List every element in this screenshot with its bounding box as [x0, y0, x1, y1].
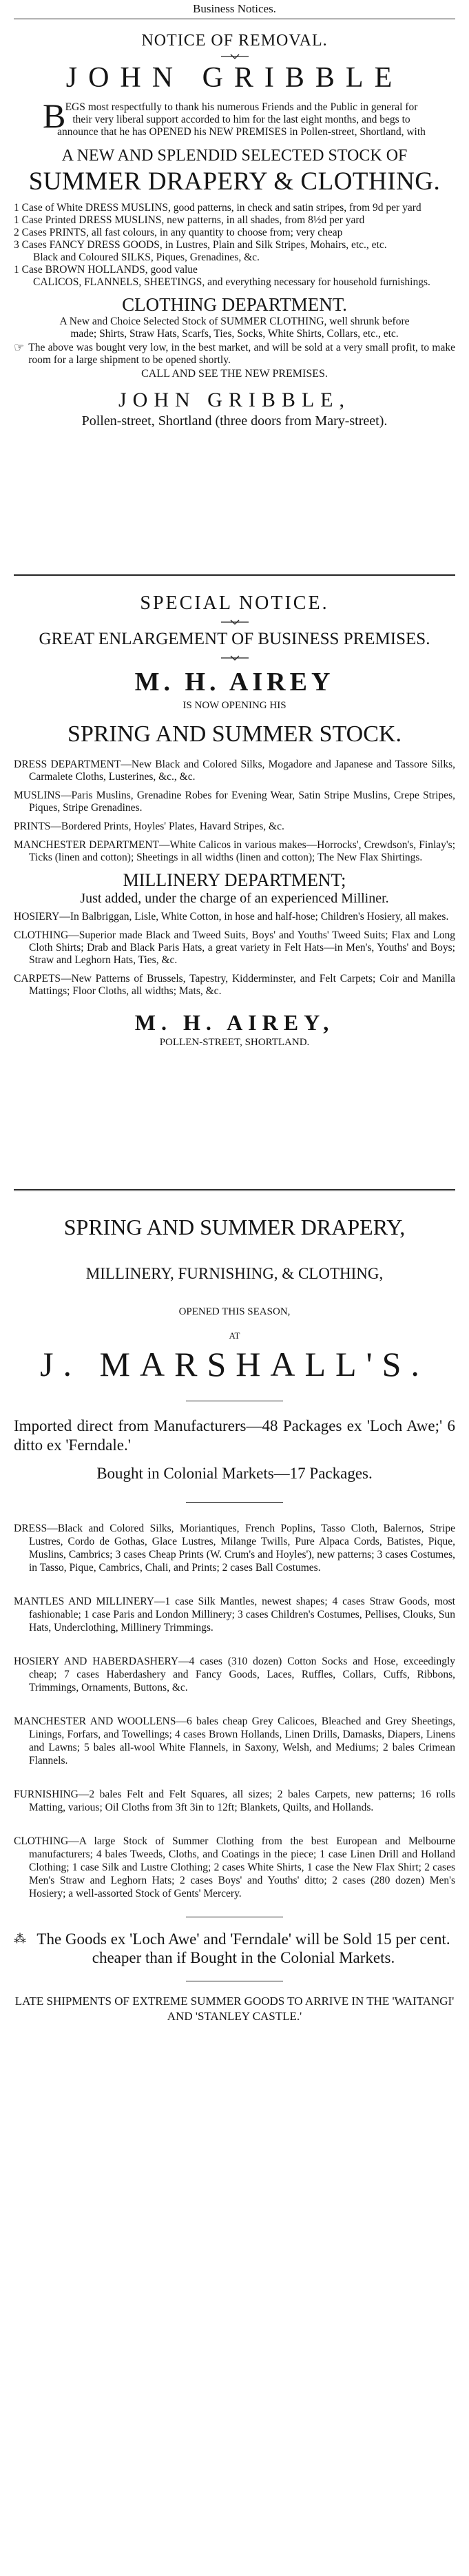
dept-text: —New Patterns of Brussels, Tapestry, Kidderminster, and Felt Carpets; Coir and Manilla Mattings; Floor Cloths, all widths; Mats, &c. — [29, 973, 455, 997]
gribble-item-list — [14, 202, 455, 289]
airey-opening: IS NOW OPENING HIS — [183, 700, 286, 711]
airey-dept-list — [14, 759, 455, 864]
pointing-hand-icon: ☞ — [14, 341, 25, 354]
dept-text: —6 bales cheap Grey Calicoes, Bleached and Grey Sheetings, Linings, Forfars, and Towellings; 4 cases Brown Hollands, Linen Drills, Damasks, Diapers, Linens and Lawns; 5 bales all-wool White Flannels, in Saxony, Welsh, and Mediums; 2 bales Crimean Flannels. — [29, 1715, 455, 1766]
gribble-item: 2 Cases PRINTS, all fast colours, in any quantity to choose from; very cheap — [14, 227, 343, 238]
dept-label: CLOTHING — [14, 929, 69, 941]
airey-dept-entry — [14, 839, 455, 864]
marshall-late-line: LATE SHIPMENTS OF EXTREME SUMMER GOODS TO ARRIVE IN THE 'WAITANGI' AND 'STANLEY CASTLE.' — [14, 1995, 455, 2023]
dept-text: —4 cases (310 dozen) Cotton Socks and Hose, exceedingly cheap; 7 cases Haberdashery and Fancy Goods, Laces, Ruffles, Collars, Cuffs, Ribbons, Trimmings, Ornaments, Buttons, &c. — [29, 1656, 455, 1693]
dept-text: —1 case Silk Mantles, newest shapes; 4 cases Straw Goods, most fashionable; 1 case Paris and London Millinery; 3 cases Children's Costumes, Pellises, Clouks, Sun Hats, Underclothing, Millinery Trimmings. — [29, 1596, 455, 1634]
ornament-icon — [221, 54, 249, 59]
dept-label: MUSLINS — [14, 790, 61, 801]
marshall-opened: OPENED THIS SEASON, — [178, 1306, 291, 1317]
airey-dept-list-2 — [14, 911, 455, 998]
airey-millinery-text: Just added, under the charge of an experienced Milliner. — [80, 891, 389, 906]
gribble-signature: JOHN GRIBBLE, — [118, 389, 351, 411]
marshall-sub-heading: MILLINERY, FURNISHING, & CLOTHING, — [85, 1265, 384, 1282]
gribble-item: Black and Coloured SILKS, Piques, Grenadines, &c. — [33, 251, 260, 263]
dept-label: CLOTHING — [14, 1835, 69, 1847]
gribble-name: JOHN GRIBBLE — [65, 62, 404, 94]
marshall-imported: Imported direct from Manufacturers—48 Packages ex 'Loch Awe;' 6 ditto ex 'Ferndale.' — [14, 1417, 455, 1454]
marshall-goods-note — [14, 1930, 455, 1967]
gribble-item: 1 Case Printed DRESS MUSLINS, new patterns, in all shades, from 8½d per yard — [14, 214, 365, 226]
dept-label: CARPETS — [14, 973, 61, 985]
dept-text: —White Calicos in various makes—Horrocks', Crewdson's, Finlay's; Ticks (linen and cotton); Sheetings in all widths (linen and cotton); The New Flax Shirtings. — [29, 839, 456, 863]
asterism-icon: ⁂ — [14, 1932, 26, 1946]
dept-label: PRINTS — [14, 821, 51, 832]
gribble-advertisement — [14, 19, 455, 574]
marshall-at: AT — [229, 1330, 240, 1341]
dept-text: —Superior made Black and Tweed Suits, Boys' and Youths' Tweed Suits; Flax and Long Cloth Shirts; Drab and Black Paris Hats, a great variety in Felt Hats—in Men's, Youths' and Boys; Straw and Leghorn Hats, Ties, &c. — [29, 929, 455, 966]
marshall-advertisement — [14, 1191, 455, 2576]
marshall-dept-entry — [14, 1835, 455, 1900]
marshall-dept-entry — [14, 1522, 455, 1574]
dept-label: MANCHESTER AND WOOLLENS — [14, 1715, 176, 1727]
dept-label: FURNISHING — [14, 1789, 79, 1800]
gribble-stock-title: SUMMER DRAPERY & CLOTHING. — [28, 167, 441, 196]
gribble-heading: NOTICE OF REMOVAL. — [141, 32, 328, 50]
gribble-note — [14, 342, 455, 367]
dept-text: —Paris Muslins, Grenadine Robes for Evening Wear, Satin Stripe Muslins, Crepe Stripes, Piques, Stripe Grenadines. — [29, 790, 455, 814]
marshall-heading: SPRING AND SUMMER DRAPERY, — [63, 1215, 406, 1239]
dept-label: MANTLES AND MILLINERY — [14, 1596, 154, 1607]
running-head: Business Notices. — [14, 0, 455, 19]
airey-dept-entry — [14, 911, 455, 923]
dept-label: MANCHESTER DEPARTMENT — [14, 839, 160, 851]
airey-dept-entry — [14, 929, 455, 967]
gribble-item: 1 Case BROWN HOLLANDS, good value — [14, 264, 198, 276]
airey-advertisement — [14, 576, 455, 1189]
drop-cap: B — [43, 96, 66, 135]
gribble-clothing-head: CLOTHING DEPARTMENT. — [122, 294, 347, 315]
marshall-dept-entry — [14, 1595, 455, 1634]
airey-dept-entry — [14, 973, 455, 998]
airey-banner: GREAT ENLARGEMENT OF BUSINESS PREMISES. — [39, 630, 430, 648]
gribble-clothing-text: A New and Choice Selected Stock of SUMMER CLOTHING, well shrunk before made; Shirts, Straw Hats, Scarfs, Ties, Socks, White Shirts, Collars, etc., etc. — [59, 316, 410, 340]
gribble-note-text: The above was bought very low, in the best market, and will be sold at a very small profit, to make room for a large shipment to be opened shortly. — [28, 342, 455, 366]
dept-text: —New Black and Colored Silks, Mogadore and Japanese and Tassore Silks, Carmalete Cloths, Lusterines, &c., &c. — [29, 759, 455, 783]
dept-label: HOSIERY — [14, 911, 60, 923]
dept-label: HOSIERY AND HABERDASHERY — [14, 1656, 179, 1667]
gribble-intro-text: EGS most respectfully to thank his numerous Friends and the Public in general for their very liberal support accorded to him for the last eight months, and begs to announce that he has OPENED his NEW PREMISES in Pollen-street, Shortland, with — [57, 101, 426, 138]
gribble-item: 1 Case of White DRESS MUSLINS, good patterns, in check and satin stripes, from 9d per yard — [14, 202, 421, 214]
ornament-divider — [14, 619, 455, 626]
airey-dept-entry — [14, 790, 455, 814]
airey-heading: SPECIAL NOTICE. — [140, 593, 329, 614]
airey-stock-title: SPRING AND SUMMER STOCK. — [67, 721, 402, 747]
gribble-lead: A NEW AND SPLENDID SELECTED STOCK OF — [61, 147, 408, 165]
gribble-intro — [14, 96, 455, 138]
marshall-dept-entry — [14, 1788, 455, 1814]
ornament-divider — [14, 655, 455, 661]
dept-label: DRESS — [14, 1523, 48, 1534]
marshall-dept-entry — [14, 1715, 455, 1767]
dept-text: —A large Stock of Summer Clothing from the best European and Melbourne manufacturers; 4 bales Tweeds, Cloths, and Coatings in the piece; 1 case Linen Drill and Holland Clothing; 1 case Silk and Lustre Clothing; 2 cases White Shirts, 1 case the New Flax Shirt; 2 cases Men's Straw and Leghorn Hats; 2 cases Boys' and Youths' ditto; 2 cases (280 dozen) Men's Hosiery; a well-assorted Stock of Gents' Mercery. — [29, 1835, 455, 1899]
dept-text: —Bordered Prints, Hoyles' Plates, Havard Stripes, &c. — [50, 821, 284, 832]
airey-dept-entry — [14, 759, 455, 783]
gribble-address: Pollen-street, Shortland (three doors from Mary-street). — [81, 413, 388, 429]
gribble-call: CALL AND SEE THE NEW PREMISES. — [141, 368, 328, 380]
dept-text: —2 bales Felt and Felt Squares, all sizes; 2 bales Carpets, new patterns; 16 rolls Matting, various; Oil Cloths from 3ft 3in to 12ft; Blankets, Quilts, and Hollands. — [29, 1789, 455, 1813]
dept-text: —Black and Colored Silks, Moriantiques, French Poplins, Tasso Cloth, Balernos, Stripe Lustres, Cordo de Gothas, Glace Lustres, Milange Twills, Pure Alpaca Cords, Batistes, Pique, Muslins, Cambrics; 3 cases Cheap Prints (W. Crum's and Hoyles'), new patterns; 3 cases Costumes, in Tasso, Pique, Cambrics, Chali, and Prints; 2 cases Ball Costumes. — [29, 1523, 455, 1574]
divider — [186, 1502, 283, 1503]
airey-dept-entry — [14, 821, 455, 833]
gribble-item: CALICOS, FLANNELS, SHEETINGS, and everything necessary for household furnishings. — [33, 276, 430, 288]
marshall-name: J. MARSHALL'S. — [40, 1345, 429, 1383]
airey-name: M. H. AIREY — [134, 668, 335, 697]
airey-millinery-head: MILLINERY DEPARTMENT; — [123, 870, 346, 890]
airey-signature: M. H. AIREY, — [134, 1010, 335, 1035]
dept-label: DRESS DEPARTMENT — [14, 759, 121, 770]
ornament-icon — [221, 619, 249, 625]
marshall-bought: Bought in Colonial Markets—17 Packages. — [96, 1465, 373, 1482]
dept-text: —In Balbriggan, Lisle, White Cotton, in hose and half-hose; Children's Hosiery, all makes. — [59, 911, 449, 923]
marshall-goods-note-text: The Goods ex 'Loch Awe' and 'Ferndale' will be Sold 15 per cent. cheaper than if Bought in the Colonial Markets. — [37, 1930, 450, 1966]
gribble-item: 3 Cases FANCY DRESS GOODS, in Lustres, Plain and Silk Stripes, Mohairs, etc., etc. — [14, 239, 387, 251]
airey-address: POLLEN-STREET, SHORTLAND. — [159, 1037, 310, 1048]
marshall-dept-list — [14, 1522, 455, 1900]
ornament-divider — [14, 53, 455, 60]
marshall-dept-entry — [14, 1655, 455, 1694]
ornament-icon — [221, 655, 249, 661]
